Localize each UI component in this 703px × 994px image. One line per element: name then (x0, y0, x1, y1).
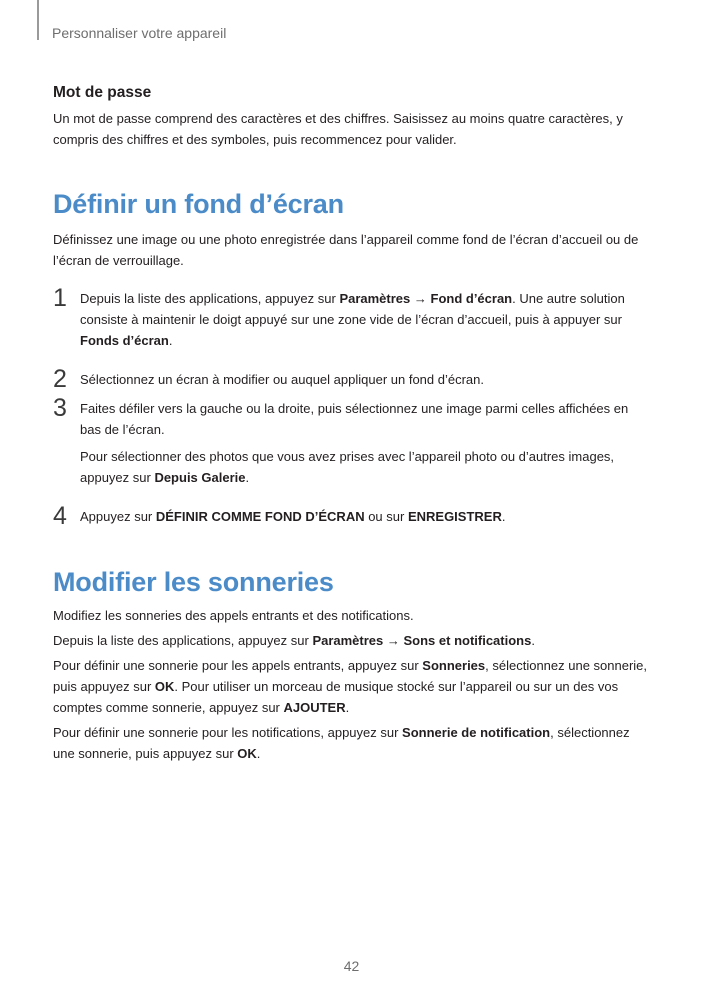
wallpaper-step-4 (53, 502, 648, 530)
save-label: ENREGISTRER (407, 509, 502, 524)
password-text: Un mot de passe comprend des caractères et des chiffres. Saisissez au moins quatre caractères, y compris des chiffres et des symboles, puis recommencez pour valider. (53, 111, 623, 147)
notification-sound-label: Sonnerie de notification (402, 725, 551, 740)
menu-path-sounds: Sons et notifications (403, 633, 532, 648)
password-heading: Mot de passe (53, 84, 152, 101)
page-number: 42 (343, 958, 360, 974)
wallpaper-step-3 (53, 394, 648, 488)
ringtones-heading: Modifier les sonneries (53, 567, 334, 597)
ringtones-calls: Pour définir une sonnerie pour les appels entrants, appuyez sur Sonneries, sélectionnez une sonnerie, puis appuyez sur OK. Pour utiliser un morceau de musique stocké sur l’appareil ou sur un des vos comptes comme sonnerie, appuyez sur AJOUTER. (53, 658, 648, 715)
add-label: AJOUTER (283, 700, 346, 715)
wallpaper-intro: Définissez une image ou une photo enregistrée dans l’appareil comme fond de l’écran d’accueil ou de l’écran de verrouillage. (53, 232, 639, 268)
menu-path-settings: Paramètres (339, 291, 411, 306)
step-text: Depuis la liste des applications, appuyez sur Paramètres → Fond d’écran. Une autre solution consiste à maintenir le doigt appuyé sur une zone vide de l’écran d’accueil, puis à appuyer sur Fonds d’écran. (80, 291, 625, 348)
step-number: 2 (53, 365, 67, 393)
step-number: 3 (53, 394, 67, 422)
wallpaper-step-2 (53, 365, 648, 393)
wallpaper-heading: Définir un fond d’écran (53, 189, 344, 219)
header-rule (37, 0, 39, 40)
ringtones-intro: Modifiez les sonneries des appels entrants et des notifications. (53, 608, 414, 623)
step-text: Sélectionnez un écran à modifier ou auquel appliquer un fond d’écran. (80, 372, 484, 387)
ringtones-path: Depuis la liste des applications, appuyez sur Paramètres → Sons et notifications. (53, 633, 535, 648)
menu-path-wallpapers: Fonds d’écran (80, 333, 169, 348)
ringtones-notifications: Pour définir une sonnerie pour les notifications, appuyez sur Sonnerie de notification, sélectionnez une sonnerie, puis appuyez sur OK. (53, 725, 630, 761)
step-subtext: Pour sélectionner des photos que vous avez prises avec l’appareil photo ou d’autres images, appuyez sur Depuis Galerie. (80, 449, 615, 485)
ok-label: OK (154, 679, 175, 694)
set-wallpaper-label: DÉFINIR COMME FOND D’ÉCRAN (155, 509, 365, 524)
header-title: Personnaliser votre appareil (52, 25, 227, 41)
step-number: 4 (53, 502, 67, 530)
ok-label: OK (237, 746, 257, 761)
step-number: 1 (53, 284, 67, 312)
step-text: Faites défiler vers la gauche ou la droite, puis sélectionnez une image parmi celles affichées en bas de l’écran. (80, 401, 629, 437)
page-content (53, 82, 648, 764)
menu-path-settings: Paramètres (312, 633, 384, 648)
wallpaper-step-1 (53, 284, 648, 351)
menu-path-gallery: Depuis Galerie (154, 470, 246, 485)
menu-path-wallpaper: Fond d’écran (430, 291, 513, 306)
ringtones-label: Sonneries (422, 658, 486, 673)
step-text: Appuyez sur DÉFINIR COMME FOND D’ÉCRAN ou sur ENREGISTRER. (80, 509, 506, 524)
